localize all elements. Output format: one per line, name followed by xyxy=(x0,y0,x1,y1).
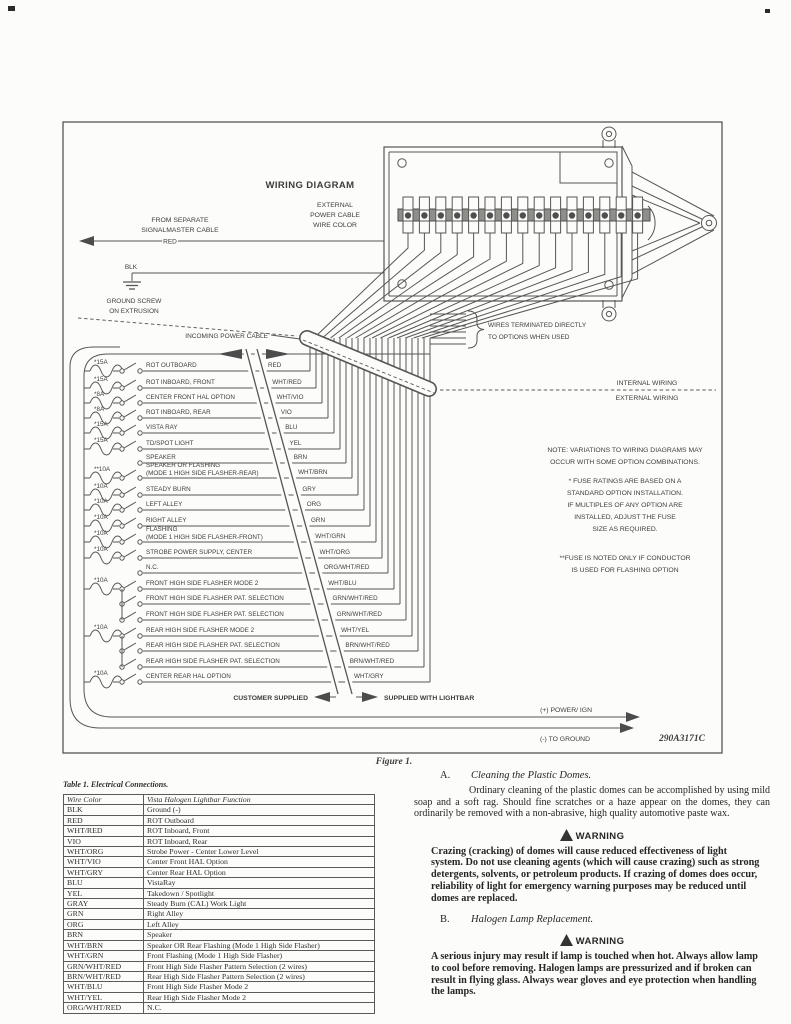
section-a-heading: A. Cleaning the Plastic Domes. xyxy=(440,770,592,781)
external-cable-label: EXTERNAL xyxy=(317,202,353,209)
warning-b-text: A serious injury may result if lamp is touched when hot. Always allow lamp to cool before removing. Halogen lamps are pressurized and if broken can result in flying glass. Always wear gloves and eye protection when handling the lamps. xyxy=(431,951,758,998)
terminal-screw xyxy=(405,212,411,218)
function-label: CENTER REAR HAL OPTION xyxy=(146,673,231,680)
svg-text:!: ! xyxy=(564,936,568,947)
function-cell: Rear High Side Flasher Pattern Selection (2 wires) xyxy=(144,971,375,981)
section-a-body: Ordinary cleaning of the plastic domes can be accomplished by using mild soap and a soft rag. Should fine scratches or a haze appear on the domes, they can ordinarily be removed with a non-abrasive, high quality automotive paste wax. xyxy=(414,785,770,820)
switch-blade xyxy=(124,659,136,666)
switch-contact xyxy=(120,476,124,480)
wire-color-label: WHT/GRY xyxy=(354,673,384,680)
fuse-row xyxy=(84,338,382,564)
wire-color-cell: GRN/WHT/RED xyxy=(64,961,144,971)
internal-wiring-label: INTERNAL WIRING xyxy=(616,380,678,387)
function-label: (MODE 1 HIGH SIDE FLASHER-REAR) xyxy=(146,470,259,477)
terminal-screw xyxy=(536,212,542,218)
incoming-power-cable xyxy=(307,338,429,389)
wire-color-label: BRN xyxy=(293,454,308,461)
terminal-screw xyxy=(552,212,558,218)
switch-blade xyxy=(124,628,136,635)
supplied-with-lightbar-label: SUPPLIED WITH LIGHTBAR xyxy=(384,695,475,702)
function-label: REAR HIGH SIDE FLASHER MODE 2 xyxy=(146,627,255,634)
function-cell: Speaker OR Rear Flashing (Mode 1 High Side Flasher) xyxy=(144,940,375,950)
ground-wire-and-symbol xyxy=(123,273,384,289)
fuse-row xyxy=(84,338,310,377)
switch-blade xyxy=(124,502,136,509)
wire-color-cell: WHT/RED xyxy=(64,826,144,836)
switch-contact xyxy=(120,540,124,544)
note-line: NOTE: VARIATIONS TO WIRING DIAGRAMS MAY xyxy=(547,447,703,454)
fuse-row xyxy=(84,338,394,595)
function-cell: Center Front HAL Option xyxy=(144,857,375,867)
electrical-connections-table-block xyxy=(63,780,377,1014)
wire-color-label: WHT/ORG xyxy=(319,549,351,556)
fuse-rating-label: *10A xyxy=(94,624,108,631)
doc-number: 290A3171C xyxy=(659,734,705,744)
function-label: REAR HIGH SIDE FLASHER PAT. SELECTION xyxy=(146,642,280,649)
switch-blade xyxy=(124,674,136,681)
function-cell: Strobe Power - Center Lower Level xyxy=(144,847,375,857)
note-line: OCCUR WITH SOME OPTION COMBINATIONS. xyxy=(550,459,700,466)
wire-color-label: BRN/WHT/RED xyxy=(349,658,395,665)
function-cell: Ground (-) xyxy=(144,805,375,815)
function-label: FRONT HIGH SIDE FLASHER PAT. SELECTION xyxy=(146,595,284,602)
red-wire-label: RED xyxy=(163,238,177,246)
wire-color-cell: WHT/ORG xyxy=(64,847,144,857)
figure-title: WIRING DIAGRAM xyxy=(265,180,355,191)
wire-color-cell: ORG/WHT/RED xyxy=(64,1003,144,1013)
function-label: STEADY BURN xyxy=(146,486,191,493)
switch-blade xyxy=(124,410,136,417)
function-label: FRONT HIGH SIDE FLASHER MODE 2 xyxy=(146,580,259,587)
incoming-cable-label: INCOMING POWER CABLE xyxy=(185,333,268,340)
wire-color-cell: WHT/GRY xyxy=(64,867,144,877)
wire-color-cell: WHT/BLU xyxy=(64,982,144,992)
warning-header: ! WARNING xyxy=(414,934,770,947)
external-cable-label: WIRE COLOR xyxy=(313,222,357,229)
switch-blade xyxy=(124,363,136,370)
table-row xyxy=(64,815,375,825)
switch-blade xyxy=(124,550,136,557)
fuse-row xyxy=(84,338,370,532)
table-row xyxy=(64,857,375,867)
function-cell: Left Alley xyxy=(144,919,375,929)
terminal-screw xyxy=(454,212,460,218)
wire-color-label: GRY xyxy=(302,486,316,493)
wire-color-cell: WHT/BRN xyxy=(64,940,144,950)
blk-wire-label: BLK xyxy=(124,264,138,271)
wire-color-cell: RED xyxy=(64,815,144,825)
terminated-wires-label: TO OPTIONS WHEN USED xyxy=(488,334,570,341)
switch-contact xyxy=(120,416,124,420)
fuse-rating-label: *15A xyxy=(94,359,108,366)
column-header-wire-color: Wire Color xyxy=(64,795,144,805)
switch-contact xyxy=(120,369,124,373)
fuse-rating-label: *8A xyxy=(94,406,105,413)
function-label: SPEAKER OR FLASHING xyxy=(146,462,221,469)
note-line: * FUSE RATINGS ARE BASED ON A xyxy=(568,478,682,485)
terminal-screw xyxy=(503,212,509,218)
function-cell: Front High Side Flasher Pattern Selection (2 wires) xyxy=(144,961,375,971)
function-label: SPEAKER xyxy=(146,454,176,461)
function-cell: Speaker xyxy=(144,930,375,940)
switch-blade xyxy=(124,380,136,387)
fuse-rating-label: *10A xyxy=(94,483,108,490)
function-label: ROT OUTBOARD xyxy=(146,362,197,369)
function-label: RIGHT ALLEY xyxy=(146,517,187,524)
switch-blade xyxy=(124,487,136,494)
svg-text:!: ! xyxy=(564,831,568,841)
fuse-row xyxy=(84,338,376,548)
table-row xyxy=(64,805,375,815)
wire-color-cell: WHT/GRN xyxy=(64,951,144,961)
function-cell: Front Flashing (Mode 1 High Side Flasher) xyxy=(144,951,375,961)
wire-color-label: BLU xyxy=(285,424,298,431)
switch-contact xyxy=(120,524,124,528)
external-wiring-label: EXTERNAL WIRING xyxy=(615,395,679,402)
table-row xyxy=(64,826,375,836)
wire-color-cell: BRN/WHT/RED xyxy=(64,971,144,981)
terminal-screw xyxy=(470,212,476,218)
table-row xyxy=(64,971,375,981)
function-label: CENTER FRONT HAL OPTION xyxy=(146,394,235,401)
switch-blade xyxy=(124,470,136,477)
instructions-column xyxy=(414,770,770,998)
switch-blade xyxy=(124,596,136,603)
wire-color-cell: ORG xyxy=(64,919,144,929)
table-row xyxy=(64,940,375,950)
table-row xyxy=(64,847,375,857)
wire-color-cell: GRAY xyxy=(64,899,144,909)
function-cell: Takedown / Spotlight xyxy=(144,888,375,898)
fuse-rating-label: *10A xyxy=(94,530,108,537)
signalmaster-red-wire xyxy=(79,236,384,246)
function-label: REAR HIGH SIDE FLASHER PAT. SELECTION xyxy=(146,658,280,665)
fuse-rating-label: *15A xyxy=(94,421,108,428)
wire-color-cell: GRN xyxy=(64,909,144,919)
switch-contact xyxy=(120,401,124,405)
wire-color-cell: WHT/YEL xyxy=(64,992,144,1002)
fuse-rating-label: **10A xyxy=(94,466,111,473)
terminated-wires-label: WIRES TERMINATED DIRECTLY xyxy=(488,322,587,329)
switch-blade xyxy=(124,581,136,588)
switch-contact xyxy=(120,447,124,451)
table-row xyxy=(64,909,375,919)
wire-color-label: WHT/BLU xyxy=(328,580,357,587)
to-ground-label: (-) TO GROUND xyxy=(540,736,590,743)
fuse-rating-label: *10A xyxy=(94,546,108,553)
terminal-screw xyxy=(634,212,640,218)
note-line: IS USED FOR FLASHING OPTION xyxy=(571,567,679,574)
switch-blade xyxy=(124,395,136,402)
warning-triangle-icon xyxy=(560,829,573,841)
wire-color-cell: WHT/VIO xyxy=(64,857,144,867)
table-row xyxy=(64,899,375,909)
wire-color-label: YEL xyxy=(289,440,302,447)
wire-color-label: VIO xyxy=(280,409,292,416)
table-caption: Table 1. Electrical Connections. xyxy=(63,780,169,789)
mounting-tab-bottom xyxy=(602,300,616,321)
external-cable-label: POWER CABLE xyxy=(310,212,360,219)
wire-color-label: GRN xyxy=(311,517,325,524)
signalmaster-label: SIGNALMASTER CABLE xyxy=(141,227,219,234)
terminal-screw xyxy=(602,212,608,218)
switch-blade xyxy=(124,441,136,448)
mounting-tab-top xyxy=(602,127,616,148)
table-row xyxy=(64,982,375,992)
ground-screw-label: ON EXTRUSION xyxy=(109,308,159,315)
note-line: STANDARD OPTION INSTALLATION. xyxy=(567,490,683,497)
switch-blade xyxy=(124,425,136,432)
function-cell: Center Rear HAL Option xyxy=(144,867,375,877)
switch-contact xyxy=(120,386,124,390)
electrical-connections-table xyxy=(63,794,375,1014)
customer-supplied-label: CUSTOMER SUPPLIED xyxy=(233,695,308,702)
terminal-screw xyxy=(569,212,575,218)
table-row xyxy=(64,836,375,846)
function-label: TD/SPOT LIGHT xyxy=(146,440,194,447)
table-row xyxy=(64,878,375,888)
wire-color-label: GRN/WHT/RED xyxy=(332,595,378,602)
wire-color-label: RED xyxy=(268,362,282,369)
terminal-screw xyxy=(438,212,444,218)
wire-color-label: GRN/WHT/RED xyxy=(336,611,382,618)
table-row xyxy=(64,919,375,929)
power-ign-label: (+) POWER/ IGN xyxy=(540,707,592,714)
function-label: FRONT HIGH SIDE FLASHER PAT. SELECTION xyxy=(146,611,284,618)
wire-color-label: ORG/WHT/RED xyxy=(323,564,370,571)
warning-triangle-icon xyxy=(560,934,573,946)
fuse-rating-label: *10A xyxy=(94,498,108,505)
function-label: ROT INBOARD, FRONT xyxy=(146,379,215,386)
switch-blade xyxy=(124,643,136,650)
function-label: FLASHING xyxy=(146,526,178,533)
function-cell: Front High Side Flasher Mode 2 xyxy=(144,982,375,992)
function-label: STROBE POWER SUPPLY, CENTER xyxy=(146,549,253,556)
note-line: INSTALLED, ADJUST THE FUSE xyxy=(574,514,676,521)
fuse-rating-label: *8A xyxy=(94,391,105,398)
fuse-rating-label: *15A xyxy=(94,437,108,444)
function-cell: ROT Inboard, Rear xyxy=(144,836,375,846)
function-cell: N.C. xyxy=(144,1003,375,1013)
switch-blade xyxy=(124,518,136,525)
wire-color-cell: YEL xyxy=(64,888,144,898)
wire-color-label: ORG xyxy=(306,501,322,508)
function-label: (MODE 1 HIGH SIDE FLASHER-FRONT) xyxy=(146,534,263,541)
wire-color-label: WHT/GRN xyxy=(315,533,346,540)
wire-color-label: WHT/YEL xyxy=(341,627,370,634)
note-line: SIZE AS REQUIRED. xyxy=(592,526,658,533)
table-row xyxy=(64,1003,375,1013)
fuse-row xyxy=(84,338,322,409)
function-label: ROT INBOARD, REAR xyxy=(146,409,211,416)
switch-contact xyxy=(120,508,124,512)
wire-color-cell: VIO xyxy=(64,836,144,846)
switch-blade xyxy=(124,534,136,541)
function-label: LEFT ALLEY xyxy=(146,501,183,508)
switch-contact xyxy=(120,680,124,684)
column-header-function: Vista Halogen Lightbar Function xyxy=(144,795,375,805)
switch-contact xyxy=(120,431,124,435)
figure-caption: Figure 1. xyxy=(375,757,413,767)
function-cell: VistaRay xyxy=(144,878,375,888)
switch-blade xyxy=(124,612,136,619)
function-cell: Steady Burn (CAL) Work Light xyxy=(144,899,375,909)
function-cell: ROT Outboard xyxy=(144,815,375,825)
wire-color-cell: BLK xyxy=(64,805,144,815)
incoming-cable-leader xyxy=(271,335,300,339)
fuse-rating-label: *15A xyxy=(94,376,108,383)
note-line: **FUSE IS NOTED ONLY IF CONDUCTOR xyxy=(559,555,691,562)
switch-contact xyxy=(120,556,124,560)
switch-contact xyxy=(120,493,124,497)
fuse-rating-label: *10A xyxy=(94,670,108,677)
fuse-row xyxy=(84,338,352,484)
wire-color-cell: BRN xyxy=(64,930,144,940)
section-b-id: B. xyxy=(440,914,450,926)
table-row xyxy=(64,992,375,1002)
warning-a-text: Crazing (cracking) of domes will cause reduced effectiveness of light system. Do not use cleaning agents (which will cause crazing) such as strong detergents, solvents, or petroleum products. If crazing of domes does occur, reliability of light for emergency warning purposes may be reduced until domes are replaced. xyxy=(431,845,760,904)
wire-color-label: WHT/RED xyxy=(272,379,302,386)
table-row xyxy=(64,961,375,971)
function-label: N.C. xyxy=(146,564,159,571)
ground-screw-label: GROUND SCREW xyxy=(106,298,162,305)
function-cell: Right Alley xyxy=(144,909,375,919)
terminal-screw xyxy=(520,212,526,218)
function-cell: ROT Inboard, Front xyxy=(144,826,375,836)
terminal-screw xyxy=(618,212,624,218)
signalmaster-label: FROM SEPARATE xyxy=(151,217,209,224)
wire-color-label: BRN/WHT/RED xyxy=(345,642,390,649)
section-b-heading: B. Halogen Lamp Replacement. xyxy=(440,914,594,926)
table-row xyxy=(64,888,375,898)
function-cell: Rear High Side Flasher Mode 2 xyxy=(144,992,375,1002)
terminal-screw xyxy=(487,212,493,218)
terminal-screw xyxy=(421,212,427,218)
wire-color-label: WHT/VIO xyxy=(276,394,304,401)
section-a-id: A. xyxy=(440,770,451,781)
table-row xyxy=(64,867,375,877)
terminal-screw xyxy=(585,212,591,218)
curly-brace xyxy=(468,311,484,348)
fuse-rating-label: *10A xyxy=(94,577,108,584)
warning-header: ! WARNING xyxy=(414,829,770,842)
table-row xyxy=(64,930,375,940)
table-row xyxy=(64,951,375,961)
function-label: VISTA RAY xyxy=(146,424,178,431)
note-line: IF MULTIPLES OF ANY OPTION ARE xyxy=(567,502,683,509)
wire-color-cell: BLU xyxy=(64,878,144,888)
fuse-rating-label: *10A xyxy=(94,514,108,521)
wire-color-label: WHT/BRN xyxy=(298,469,328,476)
